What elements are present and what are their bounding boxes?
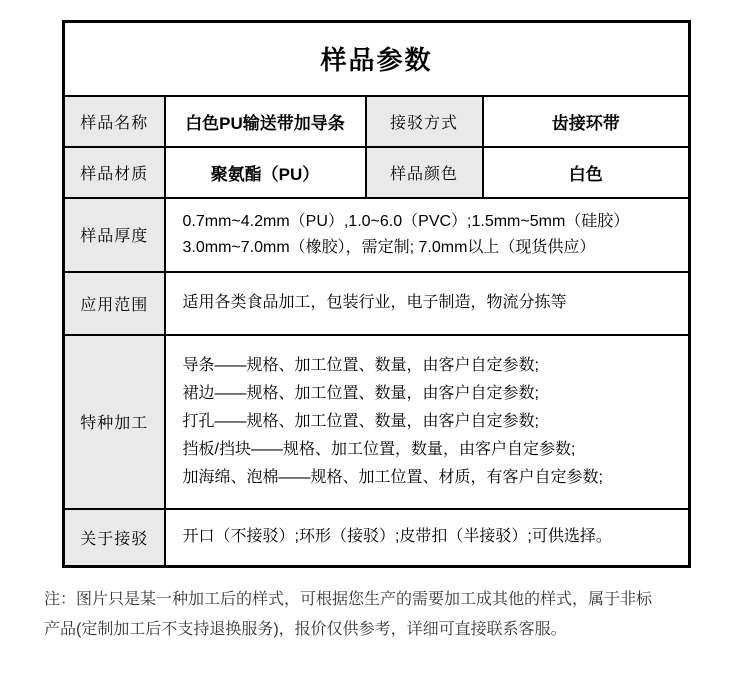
table-row-thickness xyxy=(64,198,690,272)
value-sample-color: 白色 xyxy=(483,147,690,198)
table-title-row xyxy=(64,22,690,96)
special-line-skirt: 裙边——规格、加工位置、数量，由客户自定参数; xyxy=(182,384,539,402)
special-line-guide-strip: 导条——规格、加工位置、数量，由客户自定参数; xyxy=(182,356,539,374)
label-sample-material: 样品材质 xyxy=(64,147,165,198)
footer-note xyxy=(44,585,724,645)
value-sample-thickness xyxy=(165,198,690,272)
label-joint-method: 接驳方式 xyxy=(366,96,483,147)
joint-line-1: 开口（不接驳）;环形（接驳）;皮带扣（半接驳）;可供选择。 xyxy=(182,528,612,546)
table-row-special-processing xyxy=(64,335,690,509)
table-title: 样品参数 xyxy=(64,22,690,96)
label-sample-name: 样品名称 xyxy=(64,96,165,147)
thickness-line-1: 0.7mm~4.2mm（PU）,1.0~6.0（PVC）;1.5mm~5mm（硅胶） xyxy=(182,212,630,230)
thickness-line-2: 3.0mm~7.0mm（橡胶），需定制; 7.0mm以上（现货供应） xyxy=(182,238,596,256)
table-row-application xyxy=(64,272,690,335)
table-row-about-joint xyxy=(64,509,690,567)
label-application-range: 应用范围 xyxy=(64,272,165,335)
footer-note-line-1: 注：图片只是某一种加工后的样式，可根据您生产的需要加工成其他的样式，属于非标 xyxy=(44,591,653,608)
table-row-material-color xyxy=(64,147,690,198)
special-line-punching: 打孔——规格、加工位置、数量，由客户自定参数; xyxy=(182,412,539,430)
label-special-processing: 特种加工 xyxy=(64,335,165,509)
value-special-processing xyxy=(165,335,690,509)
table-row-name-joint xyxy=(64,96,690,147)
label-sample-thickness: 样品厚度 xyxy=(64,198,165,272)
sample-parameters-table xyxy=(62,20,691,568)
special-line-baffle: 挡板/挡块——规格、加工位置，数量，由客户自定参数; xyxy=(182,440,576,458)
value-joint-method: 齿接环带 xyxy=(483,96,690,147)
value-sample-name: 白色PU输送带加导条 xyxy=(165,96,366,147)
label-about-joint: 关于接驳 xyxy=(64,509,165,567)
footer-note-line-2: 产品(定制加工后不支持退换服务)，报价仅供参考，详细可直接联系客服。 xyxy=(44,621,567,638)
special-line-sponge: 加海绵、泡棉——规格、加工位置、材质，有客户自定参数; xyxy=(182,468,603,486)
value-application-range xyxy=(165,272,690,335)
value-sample-material: 聚氨酯（PU） xyxy=(165,147,366,198)
value-about-joint xyxy=(165,509,690,567)
application-line-1: 适用各类食品加工，包装行业，电子制造，物流分拣等 xyxy=(182,294,567,311)
label-sample-color: 样品颜色 xyxy=(366,147,483,198)
